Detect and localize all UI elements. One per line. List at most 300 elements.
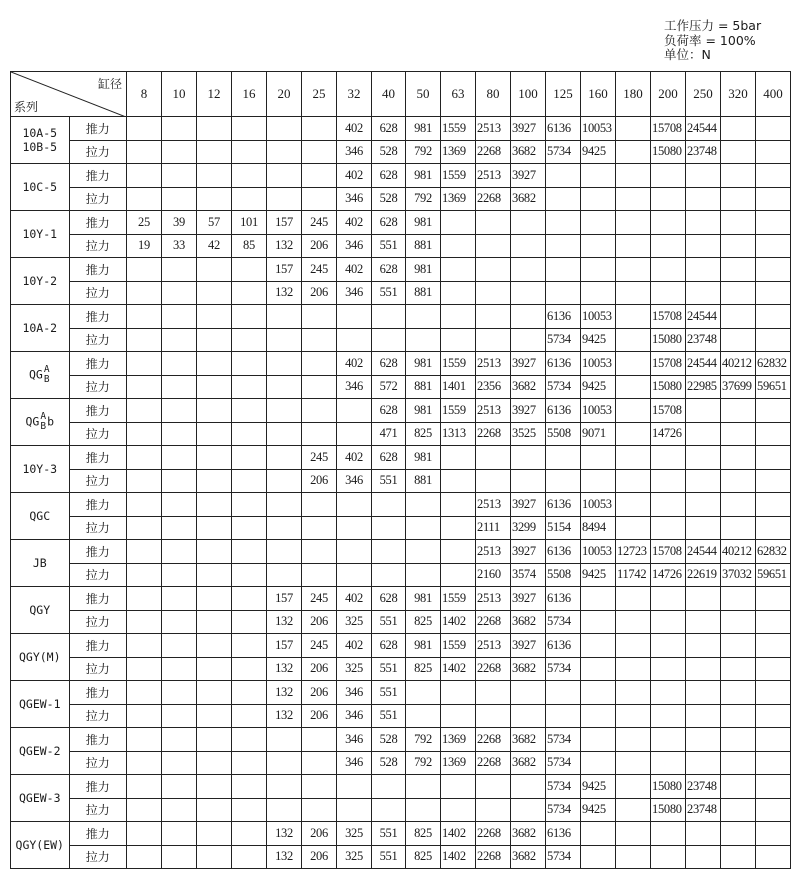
force-value-cell: 792: [406, 751, 441, 775]
force-value-cell: 2268: [476, 140, 511, 164]
force-value-cell: 206: [302, 234, 337, 258]
force-value-cell: 402: [337, 352, 372, 376]
force-value-cell: [616, 587, 651, 611]
table-row: [11, 258, 791, 282]
force-value-cell: [127, 469, 162, 493]
force-value-cell: 628: [372, 587, 406, 611]
force-value-cell: [756, 469, 791, 493]
series-name: [11, 305, 70, 352]
force-value-cell: 132: [267, 657, 302, 681]
force-value-cell: 825: [406, 822, 441, 846]
force-value-cell: 528: [372, 751, 406, 775]
force-value-cell: 24544: [686, 305, 721, 329]
force-value-cell: [721, 164, 756, 188]
table-row: [11, 845, 791, 869]
bore-header: 12: [197, 72, 232, 117]
force-value-cell: [302, 305, 337, 329]
force-value-cell: [616, 728, 651, 752]
force-value-cell: [162, 399, 197, 423]
force-value-cell: [127, 751, 162, 775]
force-value-cell: 528: [372, 187, 406, 211]
force-value-cell: [232, 469, 267, 493]
force-value-cell: [721, 657, 756, 681]
force-value-cell: [546, 211, 581, 235]
series-name-line: 10A-2: [22, 321, 58, 335]
bore-header: 320: [721, 72, 756, 117]
table-row: [11, 352, 791, 376]
force-value-cell: [651, 469, 686, 493]
force-value-cell: [721, 258, 756, 282]
force-value-cell: 132: [267, 681, 302, 705]
force-value-cell: 2268: [476, 187, 511, 211]
force-value-cell: [232, 563, 267, 587]
force-value-cell: [232, 775, 267, 799]
pressure-note: 工作压力 = 5bar: [664, 18, 762, 33]
force-value-cell: 2111: [476, 516, 511, 540]
series-subscript-letter: A: [43, 364, 50, 375]
force-value-cell: [756, 587, 791, 611]
force-value-cell: 23748: [686, 775, 721, 799]
force-value-cell: [267, 328, 302, 352]
force-value-cell: [267, 375, 302, 399]
force-value-cell: 346: [337, 187, 372, 211]
force-value-cell: 3682: [511, 187, 546, 211]
force-value-cell: 157: [267, 211, 302, 235]
force-value-cell: [651, 281, 686, 305]
load-rate-note: 负荷率 = 100%: [664, 32, 756, 48]
force-value-cell: [372, 493, 406, 517]
push-force-label: 推力: [69, 164, 127, 188]
force-value-cell: [441, 234, 476, 258]
series-subscript-letter: A: [40, 411, 47, 422]
force-value-cell: 2513: [476, 117, 511, 141]
force-value-cell: [511, 281, 546, 305]
force-value-cell: [127, 657, 162, 681]
force-value-cell: [162, 117, 197, 141]
force-value-cell: 10053: [581, 352, 616, 376]
force-value-cell: 206: [302, 845, 337, 869]
force-value-cell: [127, 634, 162, 658]
force-value-cell: 22619: [686, 563, 721, 587]
force-value-cell: [162, 610, 197, 634]
series-name: [11, 728, 70, 775]
pull-force-label: 拉力: [69, 516, 127, 540]
force-value-cell: [756, 140, 791, 164]
force-value-cell: [686, 845, 721, 869]
force-value-cell: [232, 516, 267, 540]
force-value-cell: 551: [372, 704, 406, 728]
force-value-cell: [162, 775, 197, 799]
force-value-cell: [127, 587, 162, 611]
force-value-cell: [267, 469, 302, 493]
force-value-cell: 37699: [721, 375, 756, 399]
force-value-cell: 6136: [546, 399, 581, 423]
force-value-cell: 5734: [546, 328, 581, 352]
force-value-cell: [616, 399, 651, 423]
force-value-cell: [162, 516, 197, 540]
force-value-cell: [232, 164, 267, 188]
force-value-cell: [476, 775, 511, 799]
force-value-cell: 5734: [546, 728, 581, 752]
force-value-cell: [686, 822, 721, 846]
force-value-cell: 628: [372, 164, 406, 188]
force-value-cell: 325: [337, 822, 372, 846]
force-value-cell: [232, 328, 267, 352]
force-value-cell: [721, 493, 756, 517]
series-name-line: QGEW-2: [18, 744, 61, 758]
force-value-cell: [232, 634, 267, 658]
force-value-cell: [441, 211, 476, 235]
force-value-cell: 6136: [546, 634, 581, 658]
force-value-cell: 40212: [721, 540, 756, 564]
force-value-cell: [197, 634, 232, 658]
force-value-cell: [162, 798, 197, 822]
force-value-cell: [197, 187, 232, 211]
force-value-cell: [127, 258, 162, 282]
force-value-cell: [197, 258, 232, 282]
series-name-line: 10Y-3: [22, 462, 58, 476]
force-value-cell: 792: [406, 187, 441, 211]
force-value-cell: [616, 375, 651, 399]
force-value-cell: 2268: [476, 657, 511, 681]
force-value-cell: [441, 681, 476, 705]
force-value-cell: 42: [197, 234, 232, 258]
bore-header: 8: [127, 72, 162, 117]
force-value-cell: 59651: [756, 563, 791, 587]
force-value-cell: [651, 681, 686, 705]
table-row: [11, 681, 791, 705]
force-value-cell: [616, 352, 651, 376]
force-value-cell: 881: [406, 469, 441, 493]
force-value-cell: [162, 140, 197, 164]
force-value-cell: [756, 493, 791, 517]
table-row: [11, 234, 791, 258]
force-value-cell: [197, 352, 232, 376]
force-value-cell: [441, 469, 476, 493]
pull-force-label: 拉力: [69, 469, 127, 493]
force-value-cell: [267, 187, 302, 211]
force-value-cell: 3927: [511, 634, 546, 658]
force-value-cell: [616, 751, 651, 775]
force-value-cell: [267, 563, 302, 587]
force-value-cell: 551: [372, 610, 406, 634]
push-force-label: 推力: [69, 822, 127, 846]
force-value-cell: [337, 305, 372, 329]
force-value-cell: [756, 610, 791, 634]
force-value-cell: [616, 493, 651, 517]
force-value-cell: [721, 587, 756, 611]
table-row: [11, 422, 791, 446]
force-value-cell: 346: [337, 234, 372, 258]
force-value-cell: 12723: [616, 540, 651, 564]
force-value-cell: 5734: [546, 375, 581, 399]
force-value-cell: [686, 751, 721, 775]
series-subscript: [40, 412, 46, 432]
force-value-cell: 10053: [581, 540, 616, 564]
force-value-cell: 572: [372, 375, 406, 399]
force-value-cell: [232, 281, 267, 305]
force-value-cell: 24544: [686, 117, 721, 141]
bore-header: 200: [651, 72, 686, 117]
force-value-cell: 15080: [651, 328, 686, 352]
force-value-cell: 6136: [546, 493, 581, 517]
force-value-cell: 346: [337, 469, 372, 493]
pull-force-label: 拉力: [69, 422, 127, 446]
force-value-cell: 132: [267, 281, 302, 305]
force-value-cell: [511, 469, 546, 493]
force-value-cell: [616, 822, 651, 846]
force-value-cell: [476, 281, 511, 305]
force-value-cell: 62832: [756, 352, 791, 376]
force-value-cell: [511, 446, 546, 470]
table-row: [11, 822, 791, 846]
force-value-cell: [302, 422, 337, 446]
force-value-cell: 206: [302, 822, 337, 846]
force-value-cell: [127, 140, 162, 164]
series-name: [11, 352, 70, 399]
force-value-cell: [406, 681, 441, 705]
table-row: [11, 775, 791, 799]
force-value-cell: 85: [232, 234, 267, 258]
force-value-cell: 528: [372, 140, 406, 164]
force-value-cell: [337, 563, 372, 587]
force-value-cell: 5508: [546, 563, 581, 587]
force-value-cell: [756, 258, 791, 282]
force-value-cell: [441, 775, 476, 799]
force-value-cell: [232, 540, 267, 564]
bore-header: 400: [756, 72, 791, 117]
force-value-cell: [197, 681, 232, 705]
force-value-cell: [197, 540, 232, 564]
force-value-cell: 628: [372, 634, 406, 658]
force-value-cell: 15708: [651, 352, 686, 376]
force-value-cell: [616, 446, 651, 470]
force-value-cell: [127, 610, 162, 634]
force-value-cell: [441, 328, 476, 352]
force-value-cell: [686, 610, 721, 634]
bore-header: 250: [686, 72, 721, 117]
force-value-cell: 981: [406, 117, 441, 141]
force-value-cell: [162, 493, 197, 517]
force-value-cell: [197, 469, 232, 493]
force-value-cell: 346: [337, 704, 372, 728]
force-value-cell: [581, 822, 616, 846]
force-value-cell: [441, 493, 476, 517]
force-value-cell: [127, 305, 162, 329]
force-value-cell: 628: [372, 258, 406, 282]
series-name: [11, 117, 70, 164]
force-value-cell: [686, 399, 721, 423]
force-value-cell: [546, 234, 581, 258]
force-value-cell: [686, 587, 721, 611]
force-value-cell: [267, 798, 302, 822]
force-value-cell: [581, 704, 616, 728]
force-value-cell: [756, 516, 791, 540]
force-value-cell: [756, 845, 791, 869]
force-value-cell: 5734: [546, 845, 581, 869]
force-value-cell: [756, 422, 791, 446]
force-value-cell: [511, 775, 546, 799]
force-value-cell: 402: [337, 117, 372, 141]
force-value-cell: 206: [302, 704, 337, 728]
force-value-cell: [721, 117, 756, 141]
force-value-cell: 3927: [511, 587, 546, 611]
force-value-cell: [581, 845, 616, 869]
force-value-cell: 15708: [651, 117, 686, 141]
force-value-cell: [441, 798, 476, 822]
force-value-cell: 3927: [511, 540, 546, 564]
force-value-cell: [267, 446, 302, 470]
force-value-cell: [127, 422, 162, 446]
force-value-cell: [721, 845, 756, 869]
force-value-cell: 825: [406, 845, 441, 869]
series-name-text: QG: [25, 414, 40, 429]
table-row: [11, 610, 791, 634]
force-value-cell: 3927: [511, 117, 546, 141]
force-value-cell: [127, 728, 162, 752]
force-value-cell: [756, 798, 791, 822]
force-value-cell: 628: [372, 399, 406, 423]
force-value-cell: 132: [267, 822, 302, 846]
force-value-cell: [197, 516, 232, 540]
force-value-cell: 1559: [441, 399, 476, 423]
header-row: [11, 72, 791, 117]
force-value-cell: 1559: [441, 164, 476, 188]
force-value-cell: [581, 258, 616, 282]
force-value-cell: [406, 305, 441, 329]
force-value-cell: 245: [302, 634, 337, 658]
force-value-cell: 22985: [686, 375, 721, 399]
force-value-cell: 2513: [476, 352, 511, 376]
pull-force-label: 拉力: [69, 234, 127, 258]
force-value-cell: [337, 493, 372, 517]
force-value-cell: [372, 305, 406, 329]
force-value-cell: 10053: [581, 493, 616, 517]
force-value-cell: [337, 540, 372, 564]
force-value-cell: [302, 540, 337, 564]
table-row: [11, 187, 791, 211]
force-value-cell: [581, 587, 616, 611]
force-value-cell: [406, 798, 441, 822]
pull-force-label: 拉力: [69, 281, 127, 305]
force-value-cell: [511, 234, 546, 258]
force-value-cell: [686, 164, 721, 188]
push-force-label: 推力: [69, 211, 127, 235]
force-value-cell: 981: [406, 399, 441, 423]
force-value-cell: [197, 422, 232, 446]
force-value-cell: [337, 798, 372, 822]
force-value-cell: [302, 375, 337, 399]
force-value-cell: 1401: [441, 375, 476, 399]
push-force-label: 推力: [69, 540, 127, 564]
force-value-cell: 132: [267, 234, 302, 258]
force-value-cell: [616, 234, 651, 258]
force-value-cell: [721, 681, 756, 705]
series-name-line: 10A-5: [22, 126, 58, 140]
force-value-cell: [721, 469, 756, 493]
force-value-cell: 6136: [546, 305, 581, 329]
force-value-cell: 6136: [546, 587, 581, 611]
force-value-cell: [721, 728, 756, 752]
series-name-line: QGEW-1: [18, 697, 61, 711]
force-value-cell: [162, 587, 197, 611]
force-value-cell: [127, 281, 162, 305]
force-value-cell: [616, 681, 651, 705]
force-value-cell: [616, 610, 651, 634]
force-value-cell: [651, 187, 686, 211]
bore-header: 160: [581, 72, 616, 117]
force-value-cell: [127, 164, 162, 188]
force-value-cell: 9071: [581, 422, 616, 446]
series-name: [11, 587, 70, 634]
force-value-cell: 2268: [476, 751, 511, 775]
force-value-cell: 57: [197, 211, 232, 235]
force-value-cell: 157: [267, 634, 302, 658]
force-value-cell: 2513: [476, 634, 511, 658]
push-force-label: 推力: [69, 117, 127, 141]
table-row: [11, 446, 791, 470]
corner-cell: [11, 72, 127, 117]
force-value-cell: [162, 281, 197, 305]
force-value-cell: [302, 798, 337, 822]
force-value-cell: 981: [406, 634, 441, 658]
force-value-cell: [651, 446, 686, 470]
push-force-label: 推力: [69, 681, 127, 705]
pull-force-label: 拉力: [69, 704, 127, 728]
force-value-cell: 2268: [476, 822, 511, 846]
force-value-cell: [581, 610, 616, 634]
bore-header: 20: [267, 72, 302, 117]
force-value-cell: [197, 704, 232, 728]
force-value-cell: 206: [302, 657, 337, 681]
force-value-cell: [127, 704, 162, 728]
force-value-cell: [127, 563, 162, 587]
force-value-cell: 325: [337, 845, 372, 869]
force-value-cell: [651, 634, 686, 658]
force-value-cell: 15080: [651, 798, 686, 822]
force-value-cell: [476, 258, 511, 282]
force-value-cell: [546, 258, 581, 282]
table-row: [11, 516, 791, 540]
table-row: [11, 469, 791, 493]
force-value-cell: 3682: [511, 751, 546, 775]
force-value-cell: 5734: [546, 751, 581, 775]
force-value-cell: [721, 822, 756, 846]
force-value-cell: 881: [406, 281, 441, 305]
bore-header: 125: [546, 72, 581, 117]
force-value-cell: 981: [406, 446, 441, 470]
force-value-cell: [441, 540, 476, 564]
force-value-cell: [581, 657, 616, 681]
force-value-cell: [511, 704, 546, 728]
force-value-cell: [162, 422, 197, 446]
force-value-cell: 5734: [546, 775, 581, 799]
force-value-cell: [581, 187, 616, 211]
series-name: [11, 540, 70, 587]
force-value-cell: 3682: [511, 822, 546, 846]
force-value-cell: [721, 140, 756, 164]
bore-header: 10: [162, 72, 197, 117]
force-value-cell: 471: [372, 422, 406, 446]
force-value-cell: 9425: [581, 375, 616, 399]
force-value-cell: 15080: [651, 375, 686, 399]
series-name-line: QGY: [29, 603, 51, 617]
force-value-cell: [406, 328, 441, 352]
force-value-cell: [651, 704, 686, 728]
force-value-cell: [651, 657, 686, 681]
force-value-cell: [686, 258, 721, 282]
force-value-cell: [616, 775, 651, 799]
